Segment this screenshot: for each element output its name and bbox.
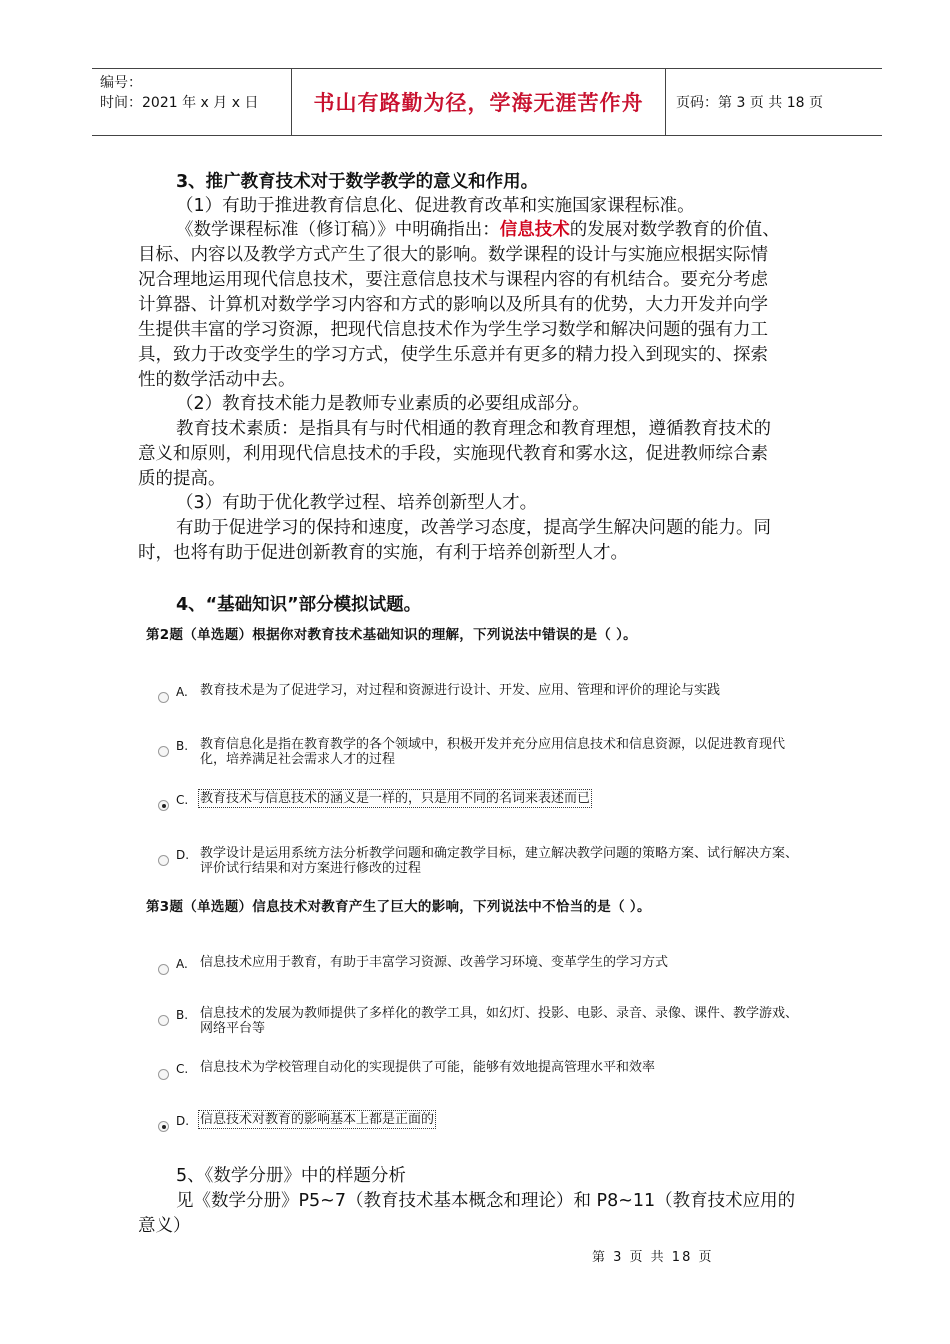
header-meta	[92, 69, 292, 135]
section5-heading: 5、《数学分册》中的样题分析	[176, 1166, 406, 1186]
option-text: 教育信息化是指在教育教学的各个领域中，积极开发并充分应用信息技术和信息资源，以促进教育现代化，培养满足社会需求人才的过程	[200, 737, 786, 767]
header-page-number: 页码：第 3 页 共 18 页	[676, 95, 823, 111]
option-letter: C.	[176, 1062, 189, 1076]
document-code-label: 编号：	[100, 75, 142, 91]
question3-option-d[interactable]	[158, 1112, 798, 1146]
option-text: 信息技术的发展为教师提供了多样化的教学工具，如幻灯、投影、电影、录音、录像、课件、教学游戏、网络平台等	[200, 1006, 799, 1036]
question2-title: 第2题（单选题）根据你对教育技术基础知识的理解，下列说法中错误的是（ ）。	[146, 627, 637, 643]
section3-point2-line1: 教育技术素质：是指具有与时代相通的教育理念和教育理想，遵循教育技术的	[176, 419, 771, 439]
option-text: 信息技术为学校管理自动化的实现提供了可能，能够有效地提高管理水平和效率	[200, 1060, 656, 1075]
section3-point3-line1: 有助于促进学习的保持和速度，改善学习态度，提高学生解决问题的能力。同	[176, 518, 771, 538]
option-text: 信息技术对教育的影响基本上都是正面的	[200, 1112, 435, 1127]
option-text: 教育技术与信息技术的涵义是一样的，只是用不同的名词来表述而已	[200, 791, 591, 806]
section5-line2: 意义）	[138, 1216, 191, 1236]
section5-line1: 见《数学分册》P5~7（教育技术基本概念和理论）和 P8~11（教育技术应用的	[176, 1191, 796, 1211]
section3-heading: 3、推广教育技术对于数学教学的意义和作用。	[176, 172, 539, 192]
radio-button[interactable]	[158, 964, 169, 975]
text-span: 《数学课程标准（修订稿）》中明确指出：	[176, 220, 500, 240]
section3-point2-line2: 意义和原则，利用现代信息技术的手段，实施现代教育和雾水这，促进教师综合素	[138, 444, 768, 464]
section3-point1-line6: 具，致力于改变学生的学习方式，使学生乐意并有更多的精力投入到现实的、探索	[138, 345, 768, 365]
question3-option-b[interactable]	[158, 1006, 798, 1040]
section3-point2-title: （2）教育技术能力是教师专业素质的必要组成部分。	[176, 394, 590, 414]
question3-option-a[interactable]	[158, 955, 798, 989]
radio-button-selected[interactable]	[158, 800, 169, 811]
section3-point3-line2: 时，也将有助于促进创新教育的实施，有利于培养创新型人才。	[138, 543, 628, 563]
section3-point3-title: （3）有助于优化教学过程、培养创新型人才。	[176, 493, 538, 513]
option-letter: B.	[176, 739, 189, 753]
radio-button[interactable]	[158, 855, 169, 866]
option-text: 信息技术应用于教育，有助于丰富学习资源、改善学习环境、变革学生的学习方式	[200, 955, 669, 970]
option-letter: D.	[176, 848, 190, 862]
option-letter: A.	[176, 685, 188, 699]
radio-button[interactable]	[158, 1069, 169, 1080]
section4-heading: 4、“基础知识”部分模拟试题。	[176, 595, 422, 615]
page-footer: 第 3 页 共 18 页	[592, 1250, 714, 1265]
document-date: 时间：2021 年 x 月 x 日	[100, 95, 259, 111]
section3-point1-title: （1）有助于推进教育信息化、促进教育改革和实施国家课程标准。	[176, 196, 695, 216]
option-text: 教育技术是为了促进学习，对过程和资源进行设计、开发、应用、管理和评价的理论与实践	[200, 683, 721, 698]
option-letter: A.	[176, 957, 188, 971]
question2-option-a[interactable]	[158, 683, 798, 717]
option-letter: D.	[176, 1114, 190, 1128]
section3-point1-line7: 性的数学活动中去。	[138, 370, 296, 390]
section3-point1-line1	[176, 218, 840, 242]
radio-button[interactable]	[158, 746, 169, 757]
radio-button[interactable]	[158, 692, 169, 703]
radio-button[interactable]	[158, 1015, 169, 1026]
section3-point1-line2: 目标、内容以及教学方式产生了很大的影响。数学课程的设计与实施应根据实际情	[138, 245, 768, 265]
section3-point1-line4: 计算器、计算机对数学学习内容和方式的影响以及所具有的优势，大力开发并向学	[138, 295, 768, 315]
header-motto: 书山有路勤为径，学海无涯苦作舟	[292, 69, 666, 135]
section3-point1-line5: 生提供丰富的学习资源，把现代信息技术作为学生学习数学和解决问题的强有力工	[138, 320, 768, 340]
question2-option-c[interactable]	[158, 791, 798, 825]
question3-title: 第3题（单选题）信息技术对教育产生了巨大的影响，下列说法中不恰当的是（ ）。	[146, 899, 651, 915]
text-span: 的发展对数学教育的价值、	[569, 220, 780, 240]
question2-option-d[interactable]	[158, 846, 798, 880]
radio-button-selected[interactable]	[158, 1121, 169, 1132]
section3-point2-line3: 质的提高。	[138, 469, 226, 489]
option-letter: B.	[176, 1008, 189, 1022]
highlight-info-tech: 信息技术	[499, 220, 570, 240]
option-letter: C.	[176, 793, 189, 807]
page-header	[92, 68, 882, 136]
section3-point1-line3: 况合理地运用现代信息技术，要注意信息技术与课程内容的有机结合。要充分考虑	[138, 270, 768, 290]
question3-option-c[interactable]	[158, 1060, 798, 1094]
question2-option-b[interactable]	[158, 737, 798, 771]
option-text: 教学设计是运用系统方法分析教学问题和确定教学目标，建立解决教学问题的策略方案、试行解决方案、评价试行结果和对方案进行修改的过程	[200, 846, 799, 876]
